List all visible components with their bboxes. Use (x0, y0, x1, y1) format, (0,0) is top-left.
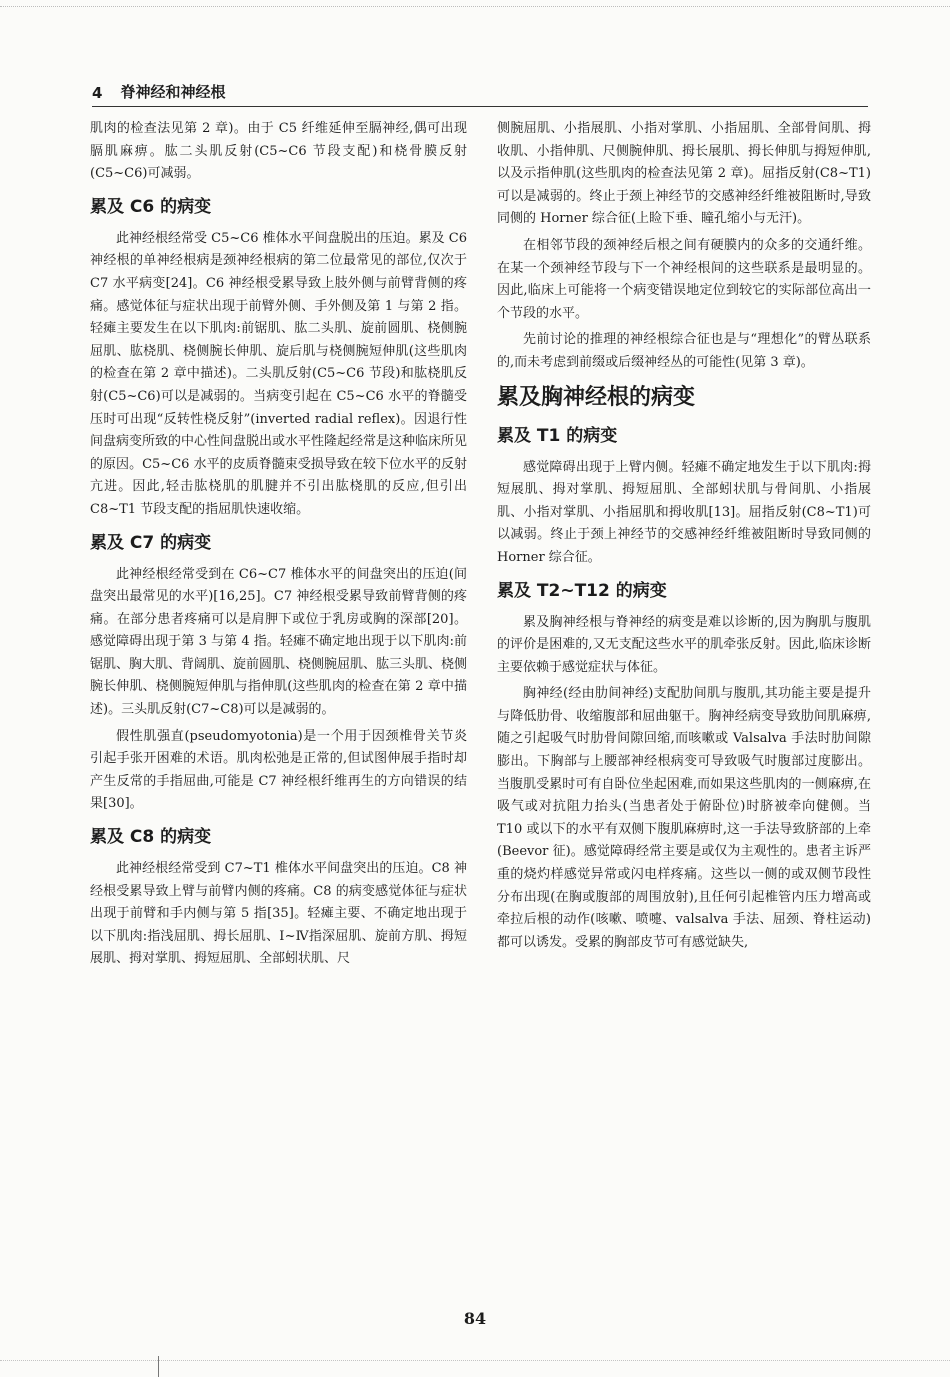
body-paragraph: 先前讨论的推理的神经根综合征也是与“理想化”的臂丛联系的,而未考虑到前缀或后缀神经丛的可能性(见第 3 章)。 (497, 332, 871, 370)
subsection-heading: 累及 C8 的病变 (90, 827, 212, 848)
body-paragraph: 此神经根经常受 C5~C6 椎体水平间盘脱出的压迫。累及 C6 神经根的单神经根病是颈神经根病的第二位最常见的部位,仅次于 C7 水平病变[24]。C6 神经根受累导致上肢外侧与前臂背侧的疼痛。感觉体征与症状出现于前臂外侧、手外侧及第 1 与第 2 指。轻瘫主要发生在以下肌肉:前锯肌、肱二头肌、旋前圆肌、桡侧腕屈肌、肱桡肌、桡侧腕长伸肌、旋后肌与桡侧腕短伸肌(这些肌肉的检查在第 2 章中描述)。二头肌反射(C5~C6 节段)和肱桡肌反射(C5~C6)可以是减弱的。当病变引起在 C5~C6 水平的脊髓受压时可出现“反转性桡反射”(inverted radial reflex)。因退行性间盘病变所致的中心性间盘脱出或水平性隆起经常是这种临床所见的原因。C5~C6 水平的皮质脊髓束受损导致在较下位水平的反射亢进。因此,轻击肱桡肌的肌腱并不引出肱桡肌的反应,但引出 C8~T1 节段支配的指屈肌快速收缩。 (90, 230, 468, 517)
left-text-column (90, 118, 467, 975)
body-paragraph: 胸神经(经由肋间神经)支配肋间肌与腹肌,其功能主要是提升与降低肋骨、收缩腹部和屈曲躯干。胸神经病变导致肋间肌麻痹,随之引起吸气时肋骨间隙回缩,而咳嗽或 Valsalva 手法时肋间隙膨出。下胸部与上腰部神经根病变可导致吸气时腹部过度膨出。当腹肌受累时可有自卧位坐起困难,而如果这些肌肉的一侧麻痹,在吸气或对抗阻力抬头(当患者处于俯卧位)时脐被牵向健侧。当 T10 或以下的水平有双侧下腹肌麻痹时,这一手法导致脐部的上牵(Beevor 征)。感觉障碍经常主要是或仅为主观性的。患者主诉严重的烧灼样感觉异常或闪电样疼痛。这些以一侧的或双侧节段性分布出现(在胸或腹部的周围放射),且任何引起椎管内压力增高或牵拉后根的动作(咳嗽、喷嚏、valsalva 手法、屈颈、脊柱运动)都可以诱发。受累的胸部皮节可有感觉缺失, (497, 686, 871, 950)
subsection-heading: 累及 C6 的病变 (90, 196, 212, 217)
body-paragraph: 假性肌强直(pseudomyotonia)是一个用于因颈椎骨关节炎引起手张开困难的术语。肌肉松弛是正常的,但试图伸展手指时却产生反常的手指屈曲,可能是 C7 神经根纤维再生的方向错误的结果[30]。 (90, 728, 467, 812)
subsection-heading: 累及 T2~T12 的病变 (497, 580, 667, 601)
bottom-dotted-rule (0, 1360, 950, 1361)
subsection-heading: 累及 C7 的病变 (90, 532, 212, 553)
right-text-column (497, 118, 871, 958)
body-paragraph: 在相邻节段的颈神经后根之间有硬膜内的众多的交通纤维。在某一个颈神经节段与下一个神经根间的这些联系是最明显的。因此,临床上可能将一个病变错误地定位到较它的实际部位高出一个节段的水平。 (497, 237, 871, 321)
crop-mark (158, 1356, 159, 1377)
body-paragraph: 此神经根经常受到 C7~T1 椎体水平间盘突出的压迫。C8 神经根受累导致上臂与前臂内侧的疼痛。C8 的病变感觉体征与症状出现于前臂和手内侧与第 5 指[35]。轻瘫主要、不确定地出现于以下肌肉:指浅屈肌、拇长屈肌、Ⅰ~Ⅳ指深屈肌、旋前方肌、拇短展肌、拇对掌肌、拇短屈肌、全部蚓状肌、尺 (90, 861, 467, 967)
top-dotted-rule (0, 6, 950, 7)
chapter-number: 4 (92, 84, 103, 102)
body-paragraph: 肌肉的检查法见第 2 章)。由于 C5 纤维延伸至膈神经,偶可出现膈肌麻痹。肱二头肌反射(C5~C6 节段支配)和桡骨膜反射(C5~C6)可减弱。 (90, 121, 467, 182)
body-paragraph: 此神经根经常受到在 C6~C7 椎体水平的间盘突出的压迫(间盘突出最常见的水平)[16,25]。C7 神经根受累导致前臂背侧的疼痛。在部分患者疼痛可以是肩胛下或位于乳房或胸的深部[20]。感觉障碍出现于第 3 与第 4 指。轻瘫不确定地出现于以下肌肉:前锯肌、胸大肌、背阔肌、旋前圆肌、桡侧腕屈肌、肱三头肌、桡侧腕长伸肌、桡侧腕短伸肌与指伸肌(这些肌肉的检查在第 2 章中描述)。三头肌反射(C7~C8)可以是减弱的。 (90, 566, 468, 718)
body-paragraph: 累及胸神经根与脊神经的病变是难以诊断的,因为胸肌与腹肌的评价是困难的,又无支配这些水平的肌牵张反射。因此,临床诊断主要依赖于感觉症状与体征。 (497, 614, 871, 675)
body-paragraph: 感觉障碍出现于上臂内侧。轻瘫不确定地发生于以下肌肉:拇短展肌、拇对掌肌、拇短屈肌、全部蚓状肌与骨间肌、小指展肌、小指对掌肌、小指屈肌和拇收肌[13]。屈指反射(C8~T1)可以减弱。终止于颈上神经节的交感神经纤维被阻断时导致同侧的 Horner 综合征。 (497, 459, 871, 565)
running-header (92, 72, 868, 107)
page-number: 84 (463, 1309, 487, 1328)
body-paragraph: 侧腕屈肌、小指展肌、小指对掌肌、小指屈肌、全部骨间肌、拇收肌、小指伸肌、尺侧腕伸肌、拇长展肌、拇长伸肌与拇短伸肌,以及示指伸肌(这些肌肉的检查法见第 2 章)。屈指反射(C8~T1)可以是减弱的。终止于颈上神经节的交感神经纤维被阻断时,导致同侧的 Horner 综合征(上睑下垂、瞳孔缩小与无汗)。 (497, 121, 871, 227)
subsection-heading: 累及 T1 的病变 (497, 425, 618, 446)
chapter-title: 脊神经和神经根 (120, 83, 226, 101)
section-heading: 累及胸神经根的病变 (497, 384, 696, 410)
